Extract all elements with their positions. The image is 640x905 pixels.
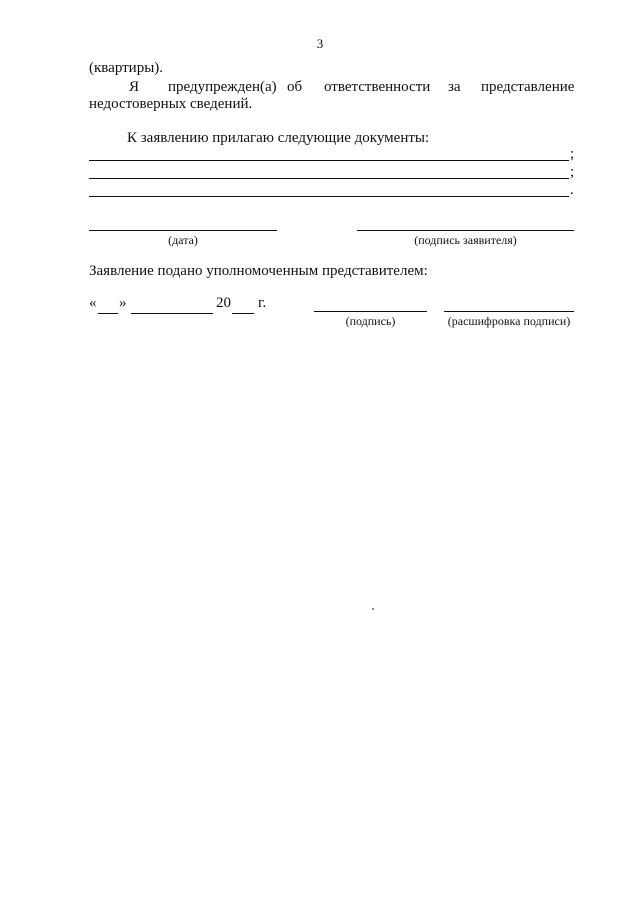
attachment-line-ending: . (570, 182, 574, 198)
attachment-line-ending: ; (570, 146, 575, 162)
warning-word: за (448, 79, 461, 95)
page-number: 3 (316, 36, 324, 51)
representative-signature-caption: (подпись) (345, 314, 396, 328)
year-field-line[interactable] (232, 313, 254, 314)
date-close-quote: » (119, 295, 127, 311)
attachment-line[interactable] (89, 196, 569, 197)
month-field-line[interactable] (131, 313, 213, 314)
paragraph-continuation: (квартиры). (89, 60, 164, 76)
attachment-line[interactable] (89, 160, 569, 161)
warning-line-2: недостоверных сведений. (89, 96, 253, 112)
warning-word: Я (129, 79, 140, 95)
attachment-line-ending: ; (570, 164, 575, 180)
scan-speck (372, 608, 374, 610)
day-field-line[interactable] (98, 313, 118, 314)
applicant-signature-caption: (подпись заявителя) (414, 233, 517, 247)
date-caption: (дата) (168, 233, 198, 247)
date-open-quote: « (89, 295, 97, 311)
signature-decryption-line[interactable] (444, 311, 574, 312)
signature-decryption-caption: (расшифровка подписи) (447, 314, 571, 328)
attachment-line[interactable] (89, 178, 569, 179)
warning-word: об (287, 79, 303, 95)
warning-word: ответственности (324, 79, 431, 95)
year-prefix: 20 (216, 295, 231, 311)
year-suffix: г. (258, 295, 267, 311)
warning-word: представление (481, 79, 575, 95)
warning-word: предупрежден(а) (168, 79, 277, 95)
applicant-signature-line[interactable] (357, 230, 574, 231)
attachments-label: К заявлению прилагаю следующие документы: (127, 130, 430, 146)
representative-signature-line[interactable] (314, 311, 427, 312)
date-field-line[interactable] (89, 230, 277, 231)
representative-label: Заявление подано уполномоченным представителем: (89, 263, 428, 279)
